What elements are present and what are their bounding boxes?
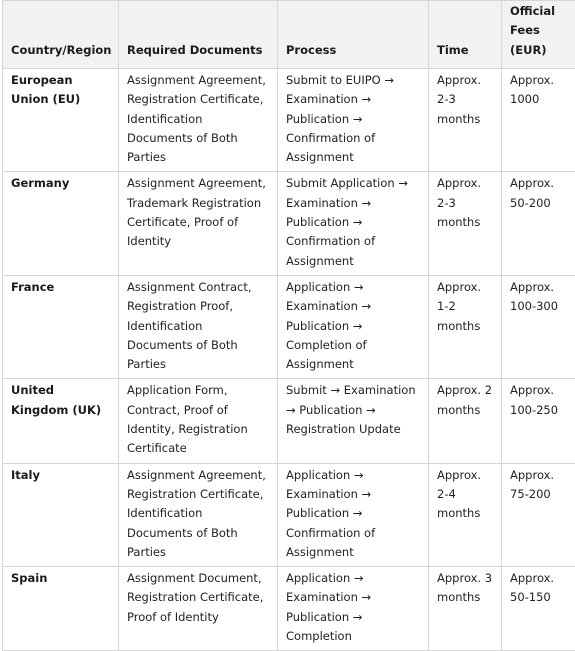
header-fees: Official Fees (EUR)	[502, 1, 575, 69]
header-time: Time	[429, 1, 502, 69]
fees-cell: Approx. 75-200	[502, 463, 575, 566]
country-cell: France	[3, 275, 119, 378]
time-cell: Approx. 2-3 months	[429, 172, 502, 275]
table-row	[3, 275, 575, 378]
fees-cell: Approx. 50-150	[502, 567, 575, 651]
time-cell: Approx. 3 months	[429, 567, 502, 651]
table-row	[3, 172, 575, 275]
table-row	[3, 69, 575, 172]
country-cell: Germany	[3, 172, 119, 275]
documents-cell: Assignment Contract, Registration Proof, Identification Documents of Both Parties	[119, 275, 278, 378]
process-cell: Application → Examination → Publication → Confirmation of Assignment	[278, 463, 429, 566]
fees-cell: Approx. 100-250	[502, 379, 575, 463]
table-header	[3, 1, 575, 69]
documents-cell: Assignment Agreement, Trademark Registration Certificate, Proof of Identity	[119, 172, 278, 275]
table-row	[3, 463, 575, 566]
fees-cell: Approx. 1000	[502, 69, 575, 172]
process-cell: Submit Application → Examination → Publication → Confirmation of Assignment	[278, 172, 429, 275]
header-country: Country/Region	[3, 1, 119, 69]
documents-cell: Application Form, Contract, Proof of Identity, Registration Certificate	[119, 379, 278, 463]
country-cell: Spain	[3, 567, 119, 651]
fees-cell: Approx. 100-300	[502, 275, 575, 378]
table-row	[3, 379, 575, 463]
fees-cell: Approx. 50-200	[502, 172, 575, 275]
time-cell: Approx. 2-3 months	[429, 69, 502, 172]
trademark-assignment-table	[2, 0, 575, 651]
process-cell: Application → Examination → Publication → Completion of Assignment	[278, 275, 429, 378]
process-cell: Submit → Examination → Publication → Registration Update	[278, 379, 429, 463]
process-cell: Submit to EUIPO → Examination → Publication → Confirmation of Assignment	[278, 69, 429, 172]
country-cell: European Union (EU)	[3, 69, 119, 172]
country-cell: Italy	[3, 463, 119, 566]
time-cell: Approx. 2-4 months	[429, 463, 502, 566]
documents-cell: Assignment Agreement, Registration Certificate, Identification Documents of Both Parties	[119, 69, 278, 172]
header-documents: Required Documents	[119, 1, 278, 69]
process-cell: Application → Examination → Publication → Completion	[278, 567, 429, 651]
documents-cell: Assignment Document, Registration Certificate, Proof of Identity	[119, 567, 278, 651]
table-body	[3, 69, 575, 651]
table-row	[3, 567, 575, 651]
country-cell: United Kingdom (UK)	[3, 379, 119, 463]
header-row	[3, 1, 575, 69]
time-cell: Approx. 1-2 months	[429, 275, 502, 378]
header-process: Process	[278, 1, 429, 69]
time-cell: Approx. 2 months	[429, 379, 502, 463]
documents-cell: Assignment Agreement, Registration Certificate, Identification Documents of Both Parties	[119, 463, 278, 566]
